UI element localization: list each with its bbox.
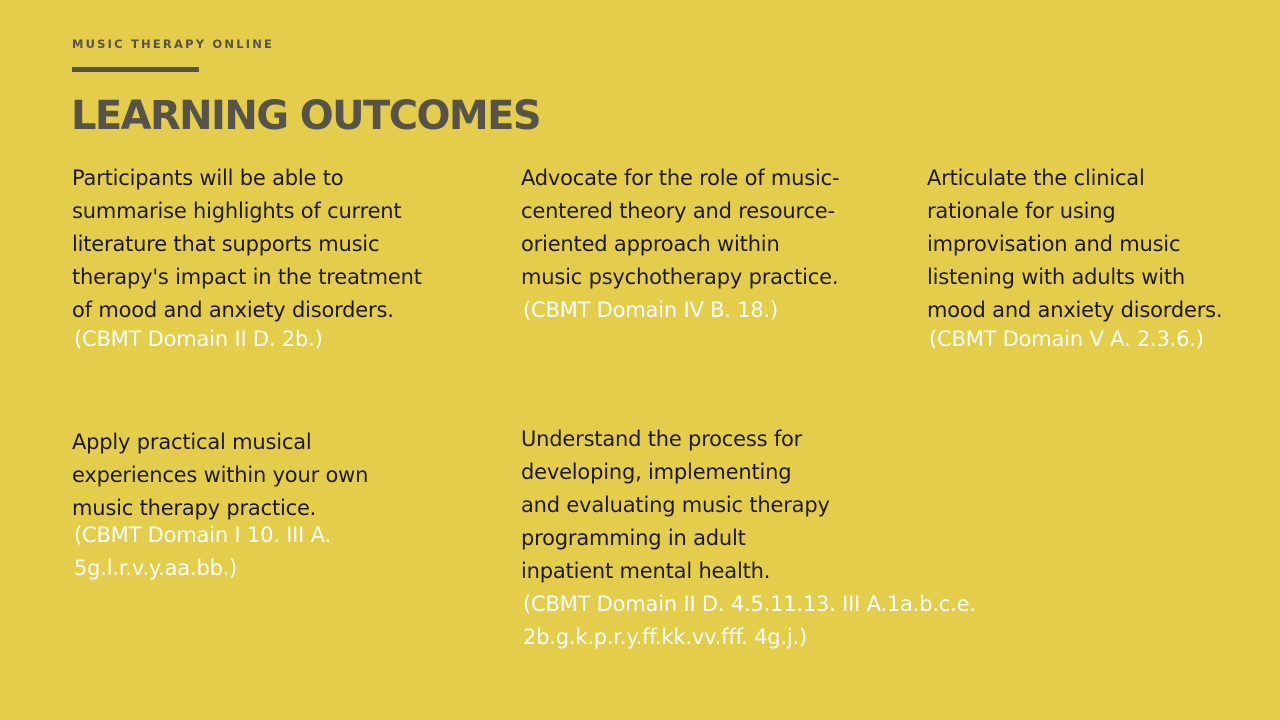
outcome-reference: (CBMT Domain V A. 2.3.6.) [929,327,1204,351]
outcome-text: Advocate for the role of music-centered theory and resource-oriented approach within music psychotherapy practice. [521,166,840,289]
outcome-text: Understand the process for developing, implementing and evaluating music therapy programming in adult inpatient mental health. [521,427,830,583]
learning-outcome [521,162,841,327]
outcome-text: Participants will be able to summarise highlights of current literature that supports music therapy's impact in the treatment of mood and anxiety disorders. [72,166,422,322]
outcome-reference: (CBMT Domain IV B. 18.) [523,298,779,322]
heading-rule [72,67,199,72]
outcome-reference: (CBMT Domain II D. 4.5.11.13. III A.1a.b.c.e. 2b.g.k.p.r.y.ff.kk.vv.fff. 4g.j.) [523,592,976,649]
kicker-label: MUSIC THERAPY ONLINE [72,37,275,51]
learning-outcome [72,162,432,356]
learning-outcome [72,426,402,585]
outcome-reference: (CBMT Domain I 10. III A. 5g.l.r.v.y.aa.bb.) [74,523,331,580]
learning-outcome [927,162,1227,356]
learning-outcome [521,423,976,654]
outcome-reference: (CBMT Domain II D. 2b.) [74,327,323,351]
outcome-text: Apply practical musical experiences within your own music therapy practice. [72,430,369,520]
page-title: LEARNING OUTCOMES [71,93,541,139]
outcome-text: Articulate the clinical rationale for using improvisation and music listening with adults with mood and anxiety disorders. [927,166,1223,322]
